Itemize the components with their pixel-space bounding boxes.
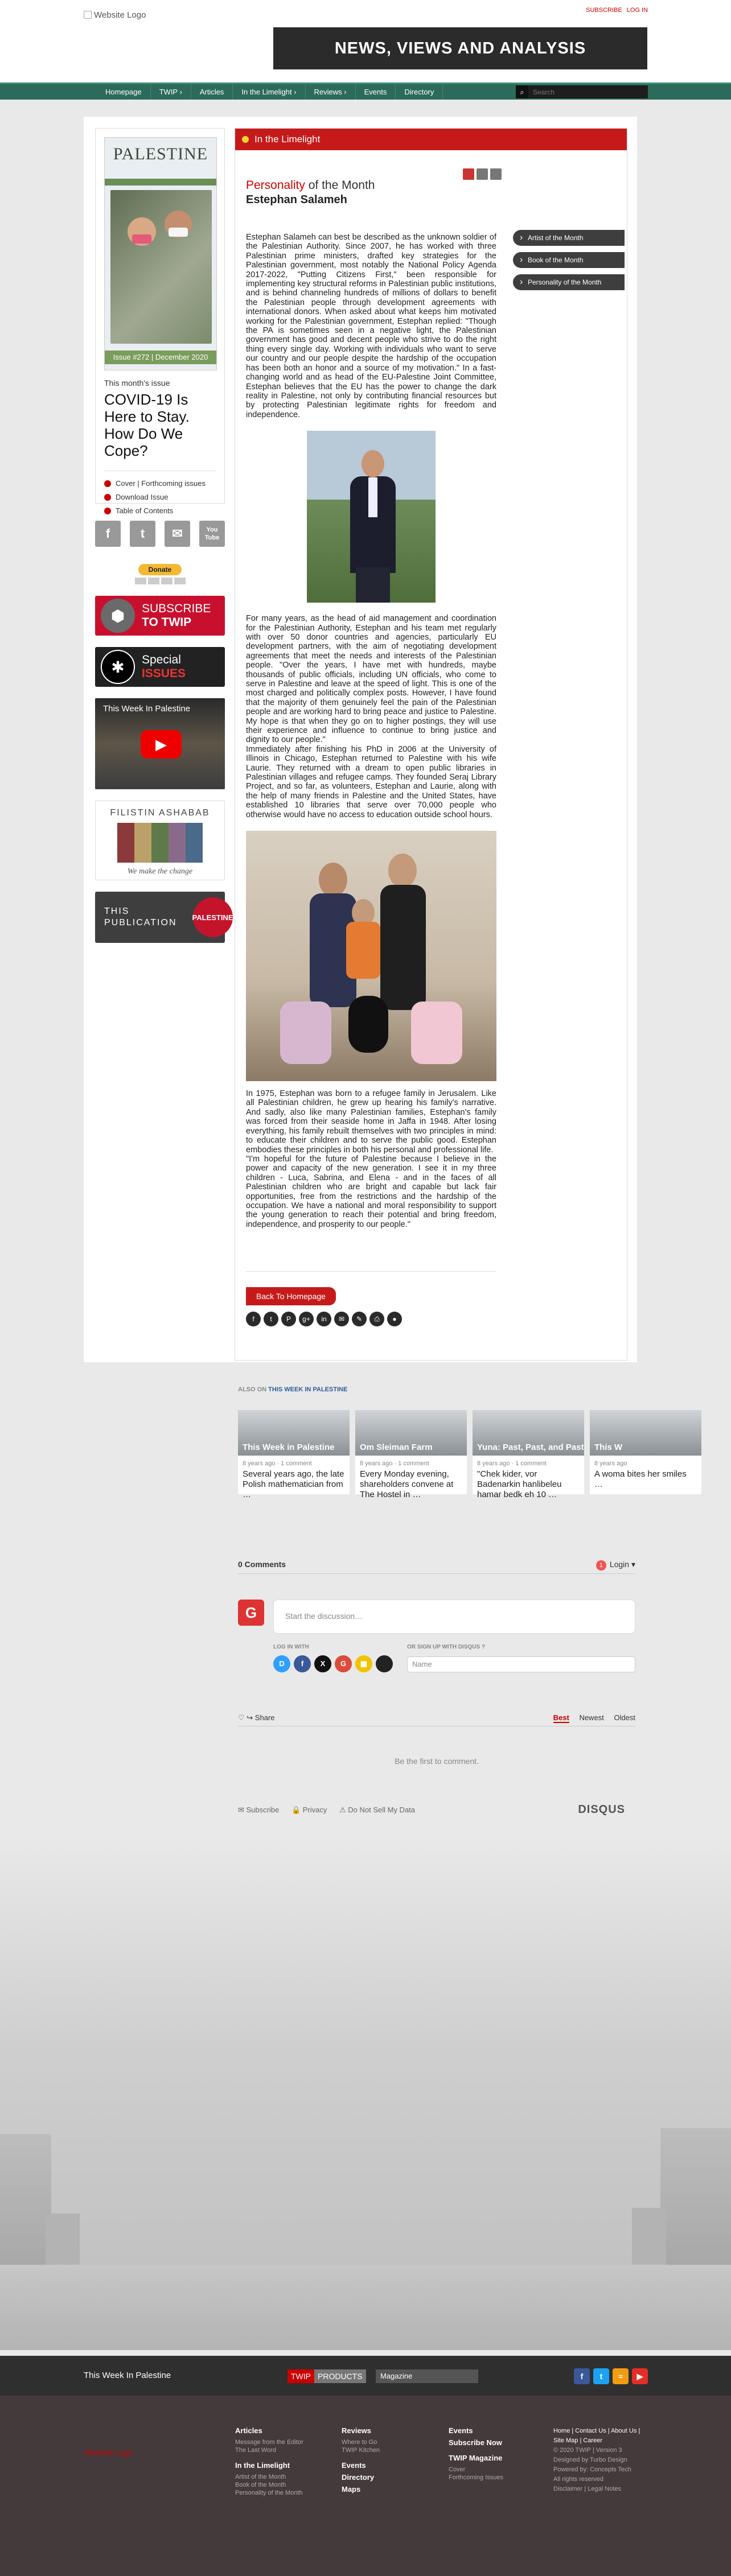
x-icon[interactable]: X — [314, 1655, 331, 1672]
print-icon[interactable] — [477, 168, 488, 180]
footer-links-line[interactable]: Site Map | Career — [553, 2437, 603, 2444]
email-icon[interactable] — [490, 168, 502, 180]
login-dropdown[interactable] — [596, 1560, 635, 1571]
card-image — [590, 1410, 701, 1456]
left-sidebar — [95, 128, 233, 943]
share-twitter-icon[interactable]: t — [264, 1312, 278, 1326]
footer-site-name: This Week In Palestine — [84, 2371, 171, 2380]
share-button[interactable]: ♡ ↪ Share — [238, 1713, 275, 1722]
book-of-the-month-link[interactable]: › Book of the Month — [513, 252, 625, 268]
kicker-highlight: Personality — [246, 179, 305, 192]
bullet-icon — [104, 494, 111, 501]
login-link[interactable]: LOG IN — [626, 7, 648, 14]
cover-issue: Issue #272 | December 2020 — [105, 351, 216, 364]
footer-heading[interactable]: Reviews — [342, 2426, 372, 2435]
facebook-icon[interactable]: f — [294, 1655, 311, 1672]
publication-line2: PUBLICATION — [104, 918, 177, 928]
google-icon[interactable]: G — [335, 1655, 352, 1672]
card-meta: 8 years ago · 1 comment — [360, 1460, 429, 1467]
card-meta: 8 years ago — [594, 1460, 627, 1467]
nav-events[interactable]: Events — [356, 84, 396, 100]
related-card[interactable] — [355, 1410, 467, 1499]
article-footer — [246, 1271, 496, 1323]
card-image — [355, 1410, 467, 1456]
payment-cards — [95, 578, 225, 584]
donate-button[interactable]: Donate — [138, 564, 182, 575]
cover-mask-2 — [169, 228, 188, 237]
logo-alt-text: Website Logo — [94, 10, 146, 20]
footer-link[interactable]: Message from the Editor — [235, 2439, 303, 2446]
article-kicker — [246, 179, 496, 192]
rights-text: All rights reserved — [553, 2476, 604, 2483]
login-label: Login ▾ — [609, 1560, 635, 1569]
article-paragraph: Estephan Salameh can best be described as the unknown soldier of the Palestinian Authority. Since 2007, he has worked with three Palestinian prime ministers, drafted key strategies for the Palestinian government, most notably the National Policy Agenda 2017-2022, "Putting Citizens First," been responsible for implementing key structural reforms in Palestinian public institutions, and is behind channeling hundreds of millions of dollars to benefit the Palestinian people through development agreements with international donors. When asked about what keeps him motivated working for the Palestinian government, Estephan replied: "Though the PA is sometimes seen in a negative light, the Palestinian government has good and decent people who strive to do the right thing every single day. Working with individuals who want to serve our country and our people despite the hardship of the occupation has been both an honor and a source of my motivation." In a fast-changing world and as head of the EU-Palestine Joint Committee, Estephan believes that the EU has the power to change the dark reality in Palestine, not only by contributing financial resources but by protecting Palestinian legitimate rights for freedom and independence. — [246, 233, 496, 419]
photo-person — [319, 863, 347, 897]
article-paragraph: For many years, as the head of aid management and coordination for the Palestinian Authority, Estephan and his team met regularly with over 50 donor countries and agencies, particularly EU development partners, with the aim of negotiating development agreements that meet the needs and interests of the Palestinian people. "Over the years, I have met with hundreds, maybe thousands of public officials, including UN officials, who come to serve in Palestine and leave at the speed of light. This is one of the most charged and politically complex posts. However, I have found that the majority of them genuinely feel the pain of the Palestinian people and are working hard to bring peace and justice to Palestine. My hope is that when they go on to higher postings, they will use their experience and influence to continue to bring justice and dignity to our people." — [246, 614, 496, 745]
subscribe-promo-line2: TO TWIP — [142, 616, 192, 629]
magazine-links — [104, 471, 216, 518]
bullet-icon — [104, 480, 111, 487]
footer-heading[interactable]: Events — [449, 2426, 473, 2435]
powered-by: Powered by: Concepts Tech — [553, 2466, 631, 2473]
email-icon[interactable]: ✉ — [165, 521, 190, 547]
special-promo-text — [142, 653, 186, 681]
subscribe-promo-line1: SUBSCRIBE — [142, 602, 211, 615]
share-icons — [246, 1312, 402, 1326]
footer-link[interactable]: Forthcoming Issues — [449, 2474, 503, 2481]
share-email-icon[interactable]: ✉ — [334, 1312, 349, 1326]
footer-heading[interactable]: Subscribe Now — [449, 2438, 502, 2447]
footer-copyright — [553, 2426, 640, 2494]
empty-comments: Be the first to comment. — [395, 1757, 479, 1766]
special-issues-promo[interactable] — [95, 647, 225, 687]
artist-of-the-month-link[interactable]: › Artist of the Month — [513, 230, 625, 246]
products-select[interactable]: Magazine — [376, 2369, 478, 2383]
header-banner: NEWS, VIEWS AND ANALYSIS — [273, 27, 647, 69]
link-toc[interactable] — [104, 504, 216, 518]
footer-heading[interactable]: Events — [342, 2461, 366, 2470]
photo-legs — [356, 567, 390, 603]
also-on-prefix: ALSO ON — [238, 1386, 269, 1393]
article-paragraph: "I'm hopeful for the future of Palestine because I believe in the power and capacity of the new generation. I see it in my three children - Luca, Sabrina, and Elena - and in the faces of all Palestinian children who are bright and capable but lack fair opportunities, free from the restrictions and the hardship of the occupation. We have a national and moral responsibility to support the young generation to reach their potential and bring freedom, independence, and prosperity to our people." — [246, 1154, 496, 1229]
search-box — [516, 85, 648, 98]
products-label — [288, 2369, 366, 2383]
main-column — [235, 128, 627, 1361]
do-not-sell-link[interactable]: ⚠ Do Not Sell My Data — [339, 1806, 416, 1814]
rss-icon[interactable]: ≈ — [613, 2368, 629, 2384]
comment-input[interactable]: Start the discussion… — [273, 1600, 635, 1634]
share-google-icon[interactable]: g+ — [299, 1312, 314, 1326]
footer-col-articles — [235, 2426, 303, 2497]
footer-heading[interactable]: Directory — [342, 2473, 375, 2482]
facebook-icon[interactable]: f — [95, 521, 121, 547]
sort-options — [545, 1713, 635, 1722]
footer-link[interactable]: Cover — [449, 2466, 466, 2473]
content-area — [84, 117, 637, 1362]
photo-shirt — [368, 477, 377, 517]
cover-stripe — [105, 179, 216, 186]
font-size-icon[interactable] — [463, 168, 474, 180]
kicker-rest: of the Month — [305, 179, 375, 192]
article-title: Estephan Salameh — [246, 193, 347, 206]
youtube-icon[interactable]: You Tube — [199, 521, 225, 547]
skyline-ground — [0, 2265, 731, 2350]
publication-text — [104, 906, 177, 929]
card-icon — [174, 578, 186, 584]
magazine-box — [95, 128, 225, 515]
card-title: This Week in Palestine — [243, 1442, 335, 1452]
share-more-icon[interactable]: ● — [387, 1312, 402, 1326]
asterisk-icon: ✱ — [101, 650, 135, 684]
ashbar-signature: We make the change — [127, 867, 193, 876]
facebook-icon[interactable]: f — [574, 2368, 590, 2384]
card-image — [238, 1410, 350, 1456]
related-cards — [238, 1410, 687, 1499]
card-meta: 8 years ago · 1 comment — [243, 1460, 312, 1467]
twitter-icon[interactable]: t — [130, 521, 155, 547]
article-paragraph: Immediately after finishing his PhD in 2006 at the University of Illinois in Chicago, Estephan returned to Palestine with his wife Laurie. They returned with a dream to open public libraries in Palestinian villages and refugee camps. They founded Seraj Library Project, and so far, as volunteers, Estephan and Laurie, along with the help of many friends in Palestine and the United States, have established 10 libraries that serve over 70,000 people who otherwise would have no access to education outside school hours. — [246, 744, 496, 819]
footer-heading[interactable]: In the Limelight — [235, 2461, 290, 2470]
share-print-icon[interactable]: ⎙ — [369, 1312, 384, 1326]
play-icon[interactable]: ▶ — [141, 730, 182, 759]
top-links — [581, 7, 648, 14]
photo-dog — [348, 996, 388, 1053]
ashbar-title: FILISTIN ASHABAB — [110, 808, 210, 818]
skyline-illustration — [0, 1838, 731, 2350]
photo-person — [280, 1001, 331, 1064]
card-title: This W — [594, 1442, 623, 1452]
card-meta: 8 years ago · 1 comment — [477, 1460, 547, 1467]
search-input[interactable] — [528, 85, 642, 98]
nav-articles[interactable]: Articles — [191, 84, 233, 100]
legal-links[interactable]: Disclaimer | Legal Notes — [553, 2486, 622, 2492]
section-dot-icon — [242, 136, 249, 143]
donate-block — [95, 564, 225, 584]
products-badge: PRODUCTS — [314, 2369, 366, 2383]
ashbar-banner[interactable] — [95, 801, 225, 880]
related-card[interactable] — [238, 1410, 350, 1499]
avatar: G — [238, 1600, 264, 1626]
share-linkedin-icon[interactable]: in — [317, 1312, 331, 1326]
section-label: In the Limelight — [254, 134, 321, 145]
video-embed[interactable] — [95, 698, 225, 789]
copyright-text: © 2020 TWIP | Version 3 — [553, 2447, 622, 2454]
section-bar — [235, 129, 627, 150]
article — [246, 179, 496, 1229]
subscribe-promo-text — [142, 602, 211, 629]
log-in-with-label: LOG IN WITH — [273, 1644, 309, 1650]
footer-links-line[interactable]: Home | Contact Us | About Us | — [553, 2427, 640, 2434]
user-icon: 1 — [596, 1560, 606, 1571]
link-download-label: Download Issue — [116, 493, 169, 501]
this-month-label: This month's issue — [104, 378, 170, 388]
card-icon — [148, 578, 159, 584]
nav-reviews[interactable]: Reviews › — [306, 84, 356, 100]
nav-twip[interactable]: TWIP › — [151, 84, 191, 100]
card-title: Yuna: Past, Past, and Past — [477, 1442, 584, 1452]
twip-badge: TWIP — [288, 2369, 314, 2383]
ashbar-image — [117, 823, 203, 863]
site-logo[interactable] — [84, 10, 146, 20]
footer-link[interactable]: TWIP Kitchen — [342, 2447, 380, 2454]
footer-link[interactable]: Artist of the Month — [235, 2474, 286, 2480]
twitter-icon[interactable]: t — [593, 2368, 609, 2384]
footer-col-events — [449, 2426, 503, 2482]
photo-person — [388, 854, 417, 888]
this-publication-banner[interactable] — [95, 892, 233, 943]
photo-person — [380, 885, 426, 1010]
related-card[interactable] — [473, 1410, 584, 1499]
card-icon — [161, 578, 173, 584]
article-paragraph: In 1975, Estephan was born to a refugee family in Jerusalem. Like all Palestinian children, he grew up hearing his family's narrative. And sadly, also like many Palestinian families, Estephan's family was forced from their seaside home in Jaffa in 1948. After losing everything, his family rebuilt themselves with two principles in mind: to educate their children and to serve the public good. Estephan embodies these principles in both his personal and professional life. — [246, 1089, 496, 1155]
comments-section — [238, 1560, 635, 1821]
card-icon — [135, 578, 146, 584]
cover-mask-1 — [132, 234, 151, 244]
sort-newest[interactable]: Newest — [579, 1713, 604, 1722]
link-cover-label: Cover | Forthcoming issues — [116, 479, 206, 488]
nav-directory[interactable]: Directory — [396, 84, 443, 100]
divider — [238, 1573, 635, 1574]
card-desc: A woma bites her smiles … — [594, 1469, 687, 1489]
search-icon[interactable]: ⌕ — [516, 85, 528, 98]
card-desc: Several years ago, the late Polish mathematician from … — [243, 1469, 344, 1499]
shield-icon: ⬢ — [101, 599, 135, 633]
login-providers — [273, 1655, 393, 1672]
link-toc-label: Table of Contents — [116, 506, 174, 515]
footer-col-reviews — [342, 2426, 380, 2497]
footer-heading[interactable]: Maps — [342, 2485, 361, 2493]
photo-head — [362, 450, 384, 477]
card-desc: "Chek kider, vor Badenarkin hanlibeleu hamar bedk eh 10 … — [477, 1469, 562, 1499]
special-promo-line1: Special — [142, 653, 181, 666]
nav-homepage[interactable]: Homepage — [97, 84, 151, 100]
site-footer — [0, 2396, 731, 2576]
magazine-cover[interactable] — [104, 137, 217, 370]
name-field[interactable]: Name — [407, 1656, 635, 1672]
card-image — [473, 1410, 584, 1456]
publication-line1: THIS — [104, 906, 130, 916]
top-header — [0, 0, 731, 83]
right-sidebar — [513, 230, 625, 296]
back-to-homepage-button[interactable]: Back To Homepage — [246, 1287, 336, 1305]
comment-count: 0 Comments — [238, 1560, 286, 1569]
footer-link[interactable]: Book of the Month — [235, 2482, 286, 2488]
also-on-label — [238, 1386, 347, 1393]
sort-best[interactable]: Best — [553, 1713, 569, 1722]
article-tools — [463, 168, 502, 180]
special-promo-line2: ISSUES — [142, 667, 186, 680]
cover-photo — [110, 190, 212, 344]
card-desc: Every Monday evening, shareholders convene at The Hostel in … — [360, 1469, 454, 1499]
privacy-link[interactable]: 🔒 Privacy — [291, 1806, 327, 1814]
comments-footer — [238, 1803, 635, 1816]
bullet-icon — [104, 508, 111, 514]
footer-heading[interactable]: TWIP Magazine — [449, 2454, 503, 2462]
cover-title: PALESTINE — [113, 145, 208, 163]
nav-in-the-limelight[interactable]: In the Limelight › — [233, 84, 305, 100]
footer-link[interactable]: The Last Word — [235, 2447, 276, 2454]
palestine-badge: PALESTINE — [193, 897, 233, 937]
apple-icon[interactable] — [376, 1655, 393, 1672]
disqus-logo[interactable]: DISQUS — [578, 1803, 625, 1816]
designer-credit: Designed by Turbo Design — [553, 2457, 627, 2463]
subscribe-comments-link[interactable]: ✉ Subscribe — [238, 1806, 280, 1814]
also-on-site[interactable]: THIS WEEK IN PALESTINE — [268, 1386, 348, 1393]
share-facebook-icon[interactable]: f — [246, 1312, 261, 1326]
youtube-icon[interactable]: ▶ — [632, 2368, 648, 2384]
footer-social — [574, 2368, 648, 2384]
social-links — [95, 521, 225, 547]
link-cover[interactable] — [104, 477, 216, 491]
image-icon — [84, 11, 92, 19]
sort-oldest[interactable]: Oldest — [614, 1713, 635, 1722]
microsoft-icon[interactable]: ▦ — [355, 1655, 372, 1672]
share-pinterest-icon[interactable]: P — [281, 1312, 296, 1326]
portrait-photo — [307, 431, 436, 603]
photo-person — [346, 922, 380, 979]
disqus-icon[interactable]: D — [273, 1655, 290, 1672]
subscribe-promo[interactable] — [95, 596, 225, 636]
footer-logo[interactable]: Website Logo — [84, 2448, 133, 2457]
footer-link[interactable]: Personality of the Month — [235, 2490, 303, 2496]
video-channel: This Week In Palestine — [103, 704, 191, 714]
footer-bar — [0, 2356, 731, 2396]
share-edit-icon[interactable]: ✎ — [352, 1312, 367, 1326]
related-card[interactable] — [590, 1410, 701, 1494]
link-download[interactable] — [104, 491, 216, 504]
main-nav — [0, 83, 731, 100]
card-title: Om Sleiman Farm — [360, 1442, 433, 1452]
issue-headline[interactable]: COVID-19 Is Here to Stay. How Do We Cope? — [104, 391, 190, 459]
sign-up-label: OR SIGN UP WITH DISQUS ? — [407, 1644, 486, 1650]
photo-person — [411, 1001, 462, 1064]
subscribe-link[interactable]: SUBSCRIBE — [586, 7, 622, 14]
family-photo — [246, 831, 496, 1081]
personality-of-the-month-link[interactable]: › Personality of the Month — [513, 274, 625, 290]
footer-heading[interactable]: Articles — [235, 2426, 262, 2435]
footer-link[interactable]: Where to Go — [342, 2439, 377, 2446]
